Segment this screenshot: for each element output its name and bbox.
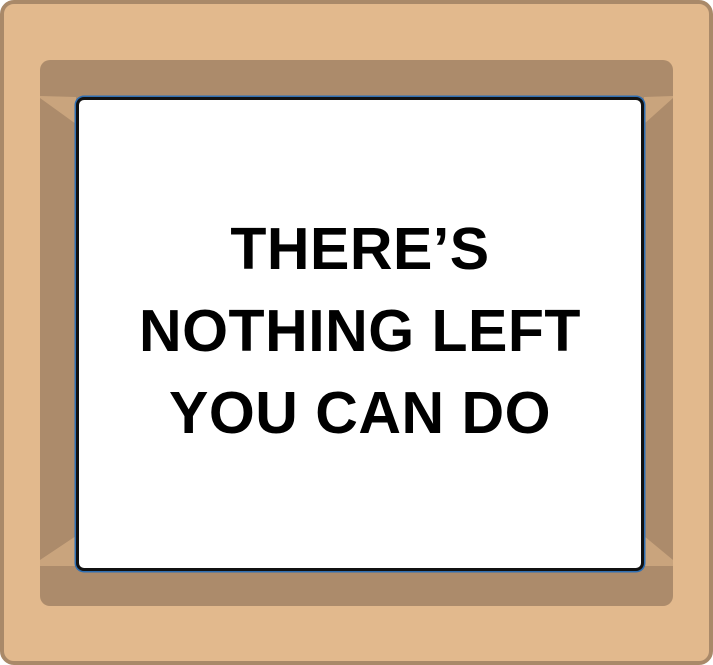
message-line-2: NOTHING LEFT [139, 298, 581, 364]
message-line-3: YOU CAN DO [169, 380, 551, 446]
message-screen [76, 97, 644, 571]
message-text [139, 208, 581, 454]
message-line-1: THERE’S [230, 216, 490, 282]
